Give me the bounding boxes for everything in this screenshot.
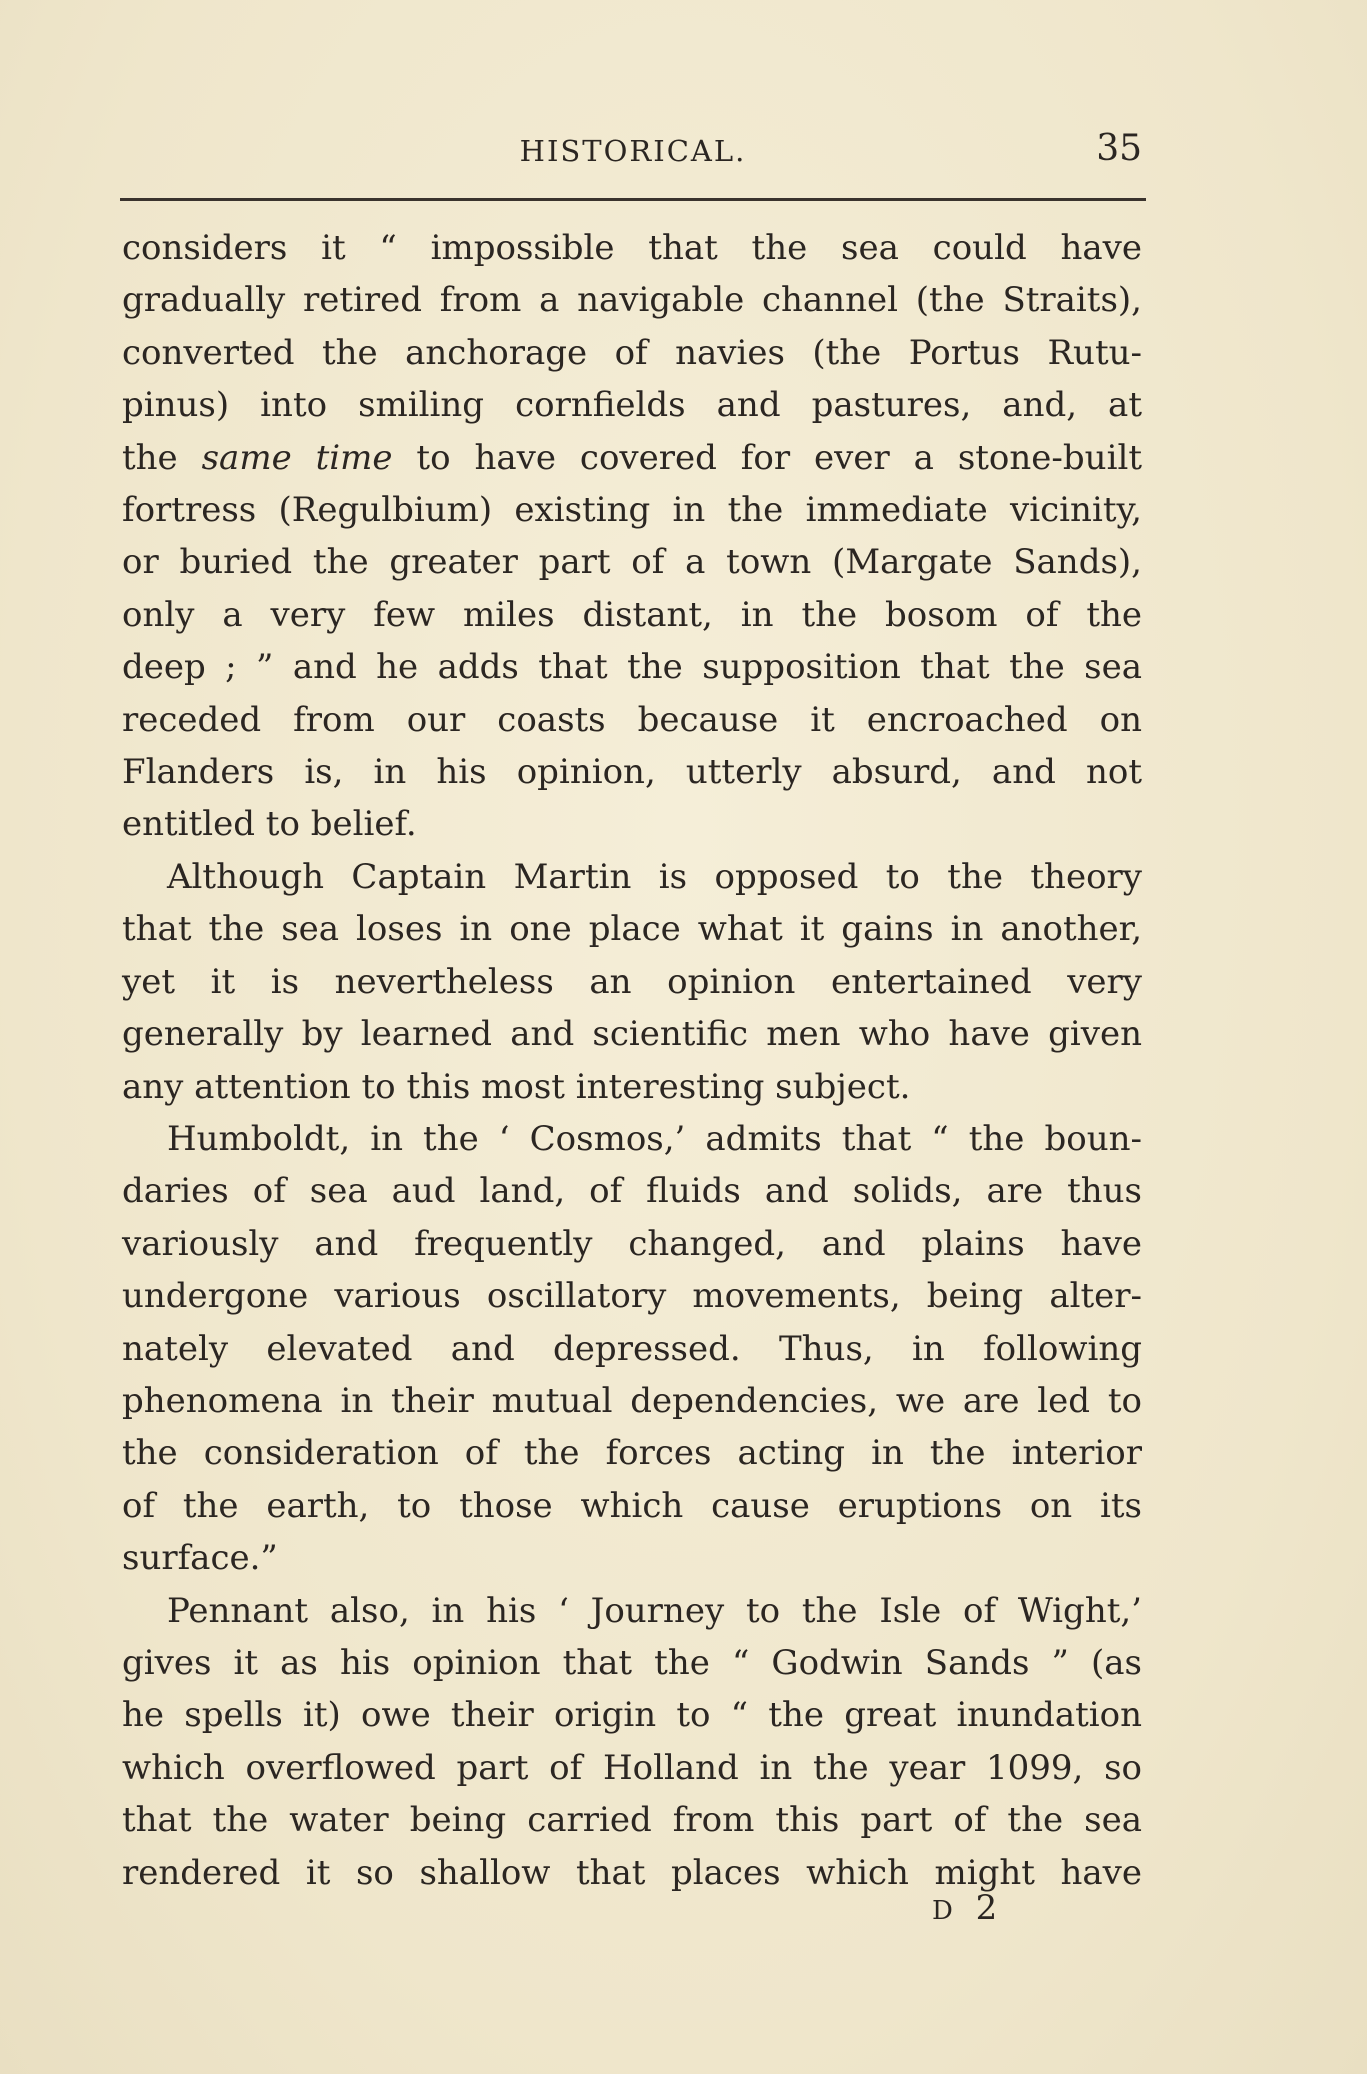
signature-letter: D (932, 1896, 959, 1926)
text-line: gradually retired from a navigable channel (the Straits), (122, 280, 1142, 321)
page-number: 35 (1096, 128, 1142, 169)
text-line: Flanders is, in his opinion, utterly absurd, and not (122, 752, 1142, 793)
text-line: only a very few miles distant, in the bosom of the (122, 594, 1142, 635)
text-line: rendered it so shallow that places which might have (122, 1852, 1142, 1893)
text-line: deep ; ” and he adds that the supposition that the sea (122, 647, 1142, 688)
text-line: fortress (Regulbium) existing in the immediate vicinity, (122, 490, 1142, 531)
text-line: phenomena in their mutual dependencies, we are led to (122, 1380, 1142, 1421)
text-line: yet it is nevertheless an opinion entertained very (122, 961, 1142, 1002)
text-line-with-italic (122, 432, 1142, 484)
page-header (120, 128, 1146, 178)
text-line: nately elevated and depressed. Thus, in following (122, 1328, 1142, 1369)
header-rule (120, 198, 1146, 201)
text-line: generally by learned and scientific men who have given (122, 1014, 1142, 1055)
text-run: to have covered for ever a stone-built (392, 437, 1142, 478)
text-line: Although Captain Martin is opposed to the theory (167, 856, 1142, 897)
text-line: or buried the greater part of a town (Margate Sands), (122, 542, 1142, 583)
signature-number: 2 (975, 1888, 1004, 1928)
text-line: he spells it) owe their origin to “ the great inundation (122, 1695, 1142, 1736)
text-line: undergone various oscillatory movements, being alter- (122, 1276, 1142, 1317)
text-line: receded from our coasts because it encroached on (122, 699, 1142, 740)
body-text (122, 222, 1142, 1899)
text-line: that the water being carried from this part of the sea (122, 1800, 1142, 1841)
text-line: which overflowed part of Holland in the year 1099, so (122, 1747, 1142, 1788)
text-line: variously and frequently changed, and plains have (122, 1223, 1142, 1264)
text-run: the (122, 437, 202, 478)
text-line: surface.” (122, 1538, 278, 1579)
text-line: that the sea loses in one place what it gains in another, (122, 909, 1142, 950)
text-line: the consideration of the forces acting in the interior (122, 1433, 1142, 1474)
text-line: converted the anchorage of navies (the Portus Rutu- (122, 332, 1142, 373)
text-line: Humboldt, in the ‘ Cosmos,’ admits that “ the boun- (167, 1118, 1142, 1159)
text-line: any attention to this most interesting subject. (122, 1066, 911, 1107)
text-line: Pennant also, in his ‘ Journey to the Isle of Wight,’ (167, 1590, 1142, 1631)
signature-mark (932, 1888, 1003, 1928)
text-line: daries of sea aud land, of fluids and solids, are thus (122, 1171, 1142, 1212)
text-line: entitled to belief. (122, 804, 417, 845)
italic-phrase: same time (201, 437, 393, 478)
text-line: pinus) into smiling cornfields and pastures, and, at (122, 385, 1142, 426)
text-line: considers it “ impossible that the sea could have (122, 228, 1142, 268)
text-line: of the earth, to those which cause eruptions on its (122, 1485, 1142, 1526)
running-head: HISTORICAL. (519, 134, 747, 168)
text-line: gives it as his opinion that the “ Godwin Sands ” (as (122, 1642, 1142, 1683)
